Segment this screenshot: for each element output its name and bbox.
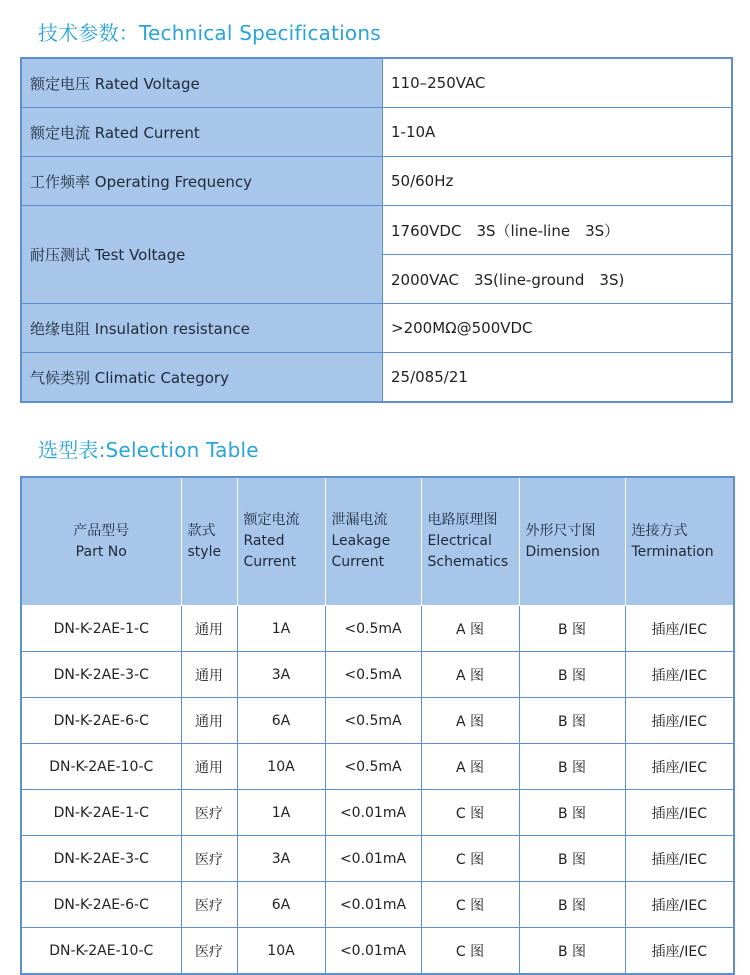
table-cell: 医疗 [181, 790, 237, 836]
table-cell: 通用 [181, 698, 237, 744]
spec-label: 工作频率 Operating Frequency [21, 157, 383, 206]
table-cell: 医疗 [181, 836, 237, 882]
spec-label: 绝缘电阻 Insulation resistance [21, 304, 383, 353]
table-cell: 插座/IEC [625, 836, 734, 882]
spec-value: 50/60Hz [383, 157, 733, 206]
table-row [21, 928, 734, 975]
column-header-line: Current [331, 554, 385, 570]
spec-label: 额定电流 Rated Current [21, 108, 383, 157]
column-header-line: 额定电流 [243, 512, 300, 528]
table-cell: 1A [237, 790, 325, 836]
column-header-line: 电路原理图 [427, 512, 498, 528]
table-cell: A 图 [421, 606, 519, 652]
column-header [181, 477, 237, 606]
table-row [21, 790, 734, 836]
table-cell: B 图 [519, 928, 625, 975]
table-cell: <0.5mA [325, 606, 421, 652]
table-cell: 插座/IEC [625, 882, 734, 928]
column-header-line: 款式 [187, 522, 216, 539]
spec-section-title: 技术参数：Technical Specifications [38, 21, 381, 45]
table-cell: 医疗 [181, 928, 237, 975]
column-header-line: 连接方式 [631, 522, 688, 539]
table-cell: B 图 [519, 652, 625, 698]
table-cell: B 图 [519, 836, 625, 882]
column-header-line: Dimension [525, 543, 600, 560]
table-cell: C 图 [421, 790, 519, 836]
table-cell: 6A [237, 698, 325, 744]
table-cell: A 图 [421, 698, 519, 744]
table-cell: <0.01mA [325, 790, 421, 836]
table-cell: C 图 [421, 836, 519, 882]
table-cell: 10A [237, 744, 325, 790]
table-cell: DN-K-2AE-3-C [21, 652, 181, 698]
table-cell: <0.01mA [325, 928, 421, 975]
spec-label: 额定电压 Rated Voltage [21, 58, 383, 108]
table-cell: <0.5mA [325, 652, 421, 698]
table-cell: 插座/IEC [625, 928, 734, 975]
table-cell: <0.5mA [325, 744, 421, 790]
table-row [21, 836, 734, 882]
table-row [21, 882, 734, 928]
selection-table [20, 476, 735, 975]
column-header [237, 477, 325, 606]
column-header-line: Leakage [331, 533, 391, 549]
column-header-line: style [187, 543, 222, 560]
spec-row [21, 353, 732, 403]
table-cell: DN-K-2AE-6-C [21, 698, 181, 744]
table-row [21, 652, 734, 698]
selection-header-row [21, 477, 734, 606]
table-row [21, 744, 734, 790]
column-header-line: Rated [243, 533, 285, 549]
table-cell: A 图 [421, 652, 519, 698]
table-cell: 10A [237, 928, 325, 975]
column-header-line: Schematics [427, 554, 509, 570]
column-header-line: Part No [75, 543, 127, 560]
column-header-line: 产品型号 [73, 522, 130, 539]
table-cell: 通用 [181, 652, 237, 698]
table-cell: 插座/IEC [625, 790, 734, 836]
table-cell: DN-K-2AE-10-C [21, 928, 181, 975]
table-cell: 插座/IEC [625, 652, 734, 698]
table-cell: 3A [237, 836, 325, 882]
spec-row [21, 108, 732, 157]
spec-value: 2000VAC 3S(line-ground 3S) [383, 255, 733, 304]
column-header [625, 477, 734, 606]
spec-value: 110–250VAC [383, 58, 733, 108]
table-cell: B 图 [519, 606, 625, 652]
table-cell: DN-K-2AE-10-C [21, 744, 181, 790]
column-header [421, 477, 519, 606]
selection-section-title: 选型表:Selection Table [38, 438, 259, 462]
table-cell: A 图 [421, 744, 519, 790]
spec-value: 1760VDC 3S（line-line 3S） [383, 206, 733, 255]
column-header-line: 泄漏电流 [331, 512, 388, 528]
table-cell: 插座/IEC [625, 606, 734, 652]
table-cell: DN-K-2AE-3-C [21, 836, 181, 882]
spec-row [21, 304, 732, 353]
column-header-line: Electrical [427, 533, 492, 549]
spec-value: 25/085/21 [383, 353, 733, 403]
table-cell: B 图 [519, 882, 625, 928]
column-header [21, 477, 181, 606]
table-cell: 医疗 [181, 882, 237, 928]
table-cell: <0.5mA [325, 698, 421, 744]
table-cell: 1A [237, 606, 325, 652]
spec-row [21, 58, 732, 108]
table-cell: 通用 [181, 606, 237, 652]
table-cell: 插座/IEC [625, 744, 734, 790]
table-cell: B 图 [519, 698, 625, 744]
spec-row [21, 157, 732, 206]
spec-label: 气候类别 Climatic Category [21, 353, 383, 403]
spec-value: 1-10A [383, 108, 733, 157]
table-row [21, 606, 734, 652]
table-cell: <0.01mA [325, 882, 421, 928]
table-cell: B 图 [519, 790, 625, 836]
column-header [519, 477, 625, 606]
table-cell: 3A [237, 652, 325, 698]
table-cell: <0.01mA [325, 836, 421, 882]
table-cell: 通用 [181, 744, 237, 790]
table-cell: 6A [237, 882, 325, 928]
spec-label: 耐压测试 Test Voltage [21, 206, 383, 304]
column-header-line: 外形尺寸图 [525, 522, 596, 539]
table-cell: DN-K-2AE-6-C [21, 882, 181, 928]
table-cell: B 图 [519, 744, 625, 790]
table-cell: DN-K-2AE-1-C [21, 606, 181, 652]
column-header-line: Termination [631, 543, 714, 560]
column-header-line: Current [243, 554, 297, 570]
table-cell: C 图 [421, 928, 519, 975]
column-header [325, 477, 421, 606]
table-row [21, 698, 734, 744]
spec-table [20, 57, 733, 403]
table-cell: C 图 [421, 882, 519, 928]
table-cell: 插座/IEC [625, 698, 734, 744]
spec-value: >200MΩ@500VDC [383, 304, 733, 353]
table-cell: DN-K-2AE-1-C [21, 790, 181, 836]
spec-row [21, 206, 732, 255]
